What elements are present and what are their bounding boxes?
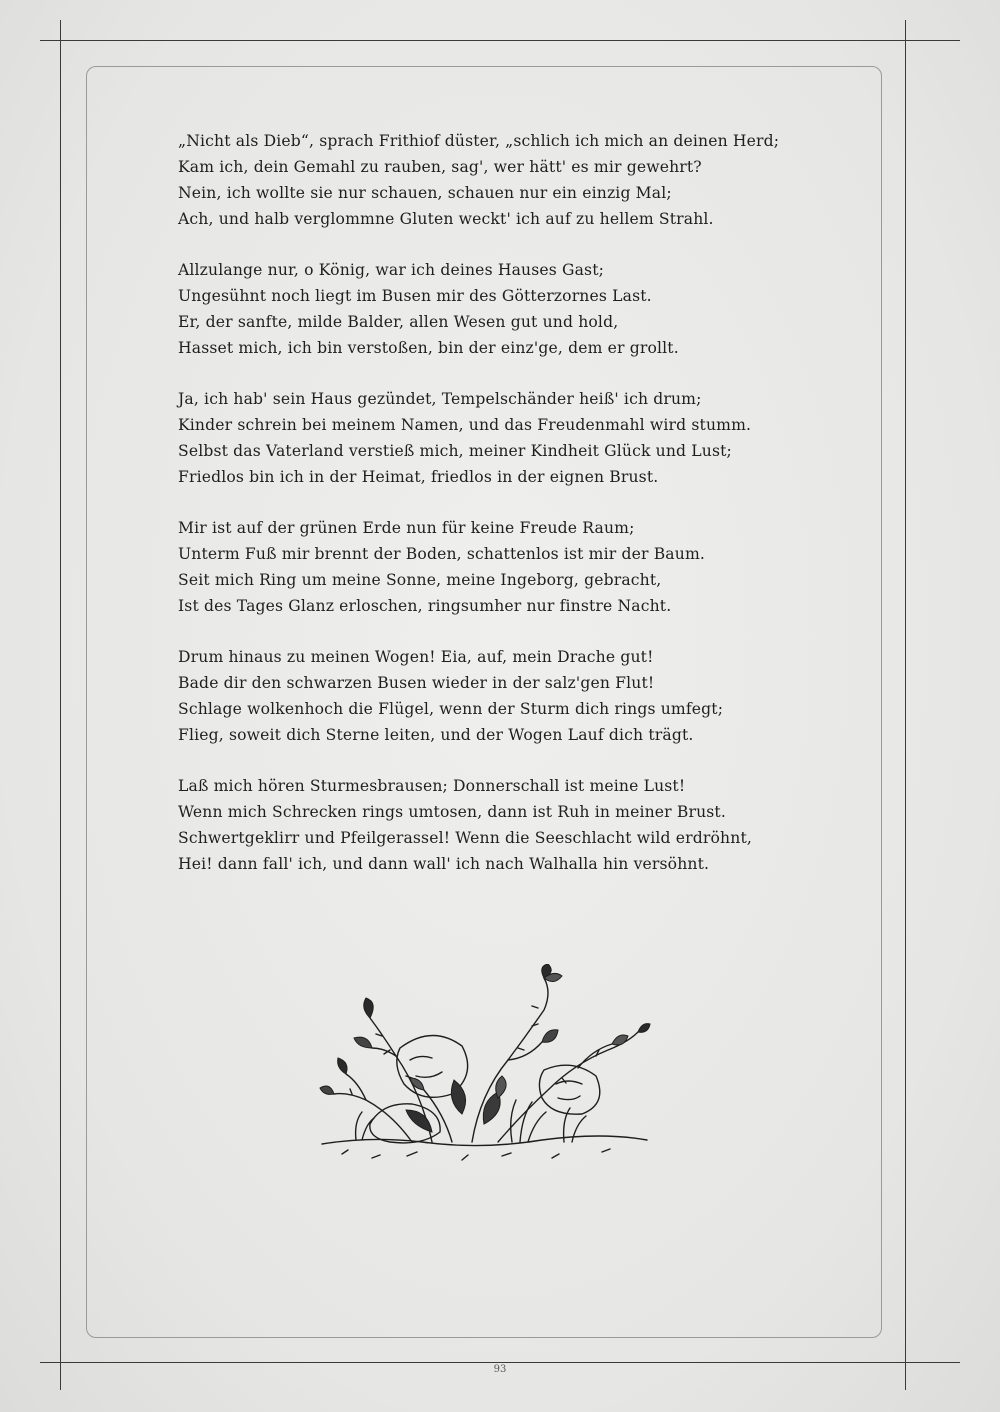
stanza xyxy=(178,773,808,877)
plant-vignette-illustration xyxy=(312,964,654,1170)
verse-line: Schlage wolkenhoch die Flügel, wenn der Sturm dich rings umfegt; xyxy=(178,700,724,718)
verse-line: Hei! dann fall' ich, und dann wall' ich nach Walhalla hin versöhnt. xyxy=(178,855,710,873)
verse-line: Er, der sanfte, milde Balder, allen Wesen gut und hold, xyxy=(178,313,619,331)
verse-line: Laß mich hören Sturmesbrausen; Donnerschall ist meine Lust! xyxy=(178,777,686,795)
verse-line: Kam ich, dein Gemahl zu rauben, sag', wer hätt' es mir gewehrt? xyxy=(178,158,702,176)
stanza xyxy=(178,386,808,490)
verse-line: Mir ist auf der grünen Erde nun für keine Freude Raum; xyxy=(178,519,635,537)
verse-line: Selbst das Vaterland verstieß mich, meiner Kindheit Glück und Lust; xyxy=(178,442,732,460)
verse-line: Drum hinaus zu meinen Wogen! Eia, auf, mein Drache gut! xyxy=(178,648,654,666)
verse-line: Allzulange nur, o König, war ich deines Hauses Gast; xyxy=(178,261,605,279)
stanza xyxy=(178,644,808,748)
verse-line: Ja, ich hab' sein Haus gezündet, Tempelschänder heiß' ich drum; xyxy=(178,390,702,408)
verse-line: Friedlos bin ich in der Heimat, friedlos in der eignen Brust. xyxy=(178,468,659,486)
bottom-rule xyxy=(40,1362,960,1363)
right-rule xyxy=(905,20,906,1390)
verse-line: Hasset mich, ich bin verstoßen, bin der einz'ge, dem er grollt. xyxy=(178,339,679,357)
stanza xyxy=(178,257,808,361)
verse-line: Ungesühnt noch liegt im Busen mir des Götterzornes Last. xyxy=(178,287,652,305)
verse-line: Schwertgeklirr und Pfeilgerassel! Wenn die Seeschlacht wild erdröhnt, xyxy=(178,829,752,847)
stanza xyxy=(178,515,808,619)
verse-line: Bade dir den schwarzen Busen wieder in der salz'gen Flut! xyxy=(178,674,655,692)
verse-line: Seit mich Ring um meine Sonne, meine Ingeborg, gebracht, xyxy=(178,571,662,589)
verse-line: Unterm Fuß mir brennt der Boden, schattenlos ist mir der Baum. xyxy=(178,545,705,563)
left-rule xyxy=(60,20,61,1390)
verse-line: Ist des Tages Glanz erloschen, ringsumher nur finstre Nacht. xyxy=(178,597,672,615)
verse-line: Wenn mich Schrecken rings umtosen, dann ist Ruh in meiner Brust. xyxy=(178,803,726,821)
verse-line: Ach, und halb verglommne Gluten weckt' ich auf zu hellem Strahl. xyxy=(178,210,714,228)
verse-line: Nein, ich wollte sie nur schauen, schauen nur ein einzig Mal; xyxy=(178,184,672,202)
stanza xyxy=(178,128,808,232)
verse-line: Kinder schrein bei meinem Namen, und das Freudenmahl wird stumm. xyxy=(178,416,752,434)
verse-line: Flieg, soweit dich Sterne leiten, und der Wogen Lauf dich trägt. xyxy=(178,726,694,744)
top-rule xyxy=(40,40,960,41)
poem-text xyxy=(178,128,808,902)
verse-line: „Nicht als Dieb“, sprach Frithiof düster, „schlich ich mich an deinen Herd; xyxy=(178,132,780,150)
page-number: 93 xyxy=(493,1364,507,1375)
